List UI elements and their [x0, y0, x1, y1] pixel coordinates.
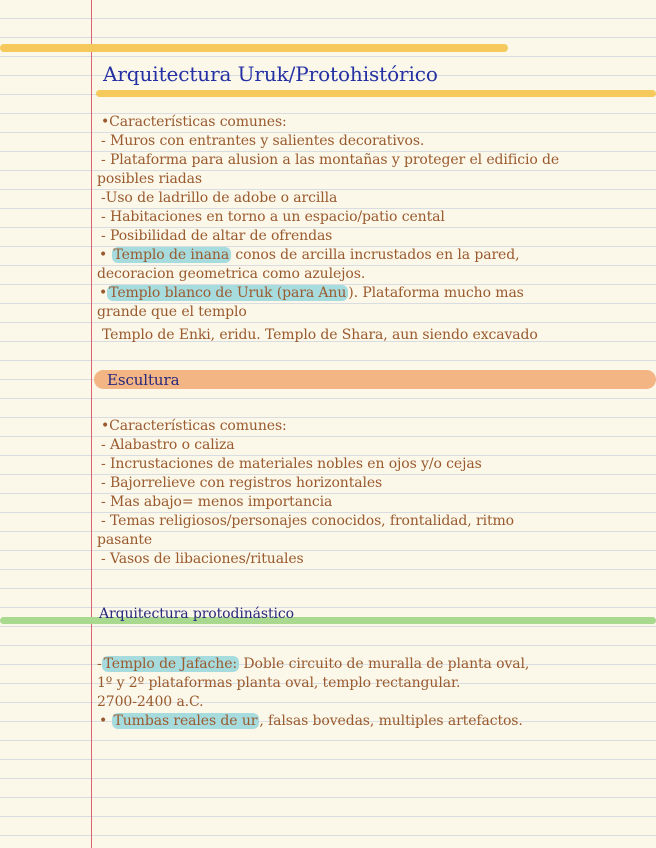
uruk-common-heading: •Características comunes: — [101, 114, 287, 130]
tumbas-text: , falsas bovedas, multiples artefactos. — [259, 713, 523, 729]
highlight-templo-blanco: Templo blanco de Uruk (para Anu — [109, 285, 347, 301]
escultura-common-heading: •Características comunes: — [101, 418, 287, 434]
title-highlight-stroke — [96, 90, 656, 97]
escultura-item-alabastro: - Alabastro o caliza — [101, 437, 235, 453]
margin-line — [91, 0, 92, 848]
uruk-item-habitaciones: - Habitaciones en torno a un espacio/patio cental — [101, 209, 445, 225]
bullet: • — [99, 285, 108, 301]
highlight-tumbas-reales: Tumbas reales de ur — [113, 713, 258, 729]
jafache-text: Doble circuito de muralla de planta oval, — [239, 656, 530, 672]
proto-tumbas-line — [99, 712, 523, 731]
section-heading-protodinastico: Arquitectura protodinástico — [99, 606, 294, 622]
dash: - — [97, 656, 102, 672]
escultura-item-temas-cont: pasante — [97, 532, 153, 548]
escultura-item-incrustaciones: - Incrustaciones de materiales nobles en ojos y/o cejas — [101, 456, 482, 472]
bullet: • — [99, 713, 108, 729]
proto-jafache-line — [97, 655, 529, 674]
uruk-inana-line-2: decoracion geometrica como azulejos. — [97, 266, 366, 282]
uruk-item-altar: - Posibilidad de altar de ofrendas — [101, 228, 333, 244]
uruk-enki-line: Templo de Enki, eridu. Templo de Shara, aun siendo excavado — [102, 327, 538, 343]
highlight-templo-jafache: Templo de Jafache: — [103, 656, 238, 672]
uruk-item-ladrillo: -Uso de ladrillo de adobe o arcilla — [101, 190, 338, 206]
highlight-templo-inana: Templo de inana — [113, 247, 230, 263]
uruk-item-plataforma: - Plataforma para alusion a las montañas y proteger el edificio de — [101, 152, 560, 168]
inana-text: conos de arcilla incrustados en la pared, — [231, 247, 520, 263]
escultura-item-importancia: - Mas abajo= menos importancia — [101, 494, 333, 510]
blanco-text: ). Plataforma mucho mas — [348, 285, 524, 301]
uruk-blanco-line-2: grande que el templo — [97, 304, 247, 320]
escultura-item-vasos: - Vasos de libaciones/rituales — [101, 551, 304, 567]
uruk-inana-line — [99, 246, 519, 265]
uruk-item-muros: - Muros con entrantes y salientes decorativos. — [101, 133, 425, 149]
uruk-blanco-line — [99, 284, 524, 303]
escultura-item-temas: - Temas religiosos/personajes conocidos, frontalidad, ritmo — [101, 513, 514, 529]
bullet: • — [99, 247, 108, 263]
page-title: Arquitectura Uruk/Protohistórico — [103, 62, 438, 86]
uruk-item-plataforma-cont: posibles riadas — [97, 171, 202, 187]
proto-date-line: 2700-2400 a.C. — [97, 694, 204, 710]
escultura-item-bajorrelieve: - Bajorrelieve con registros horizontales — [101, 475, 383, 491]
section-heading-escultura: Escultura — [107, 371, 180, 389]
proto-jafache-line-2: 1º y 2º plataformas planta oval, templo rectangular. — [97, 675, 461, 691]
top-highlight-stroke — [0, 44, 508, 52]
